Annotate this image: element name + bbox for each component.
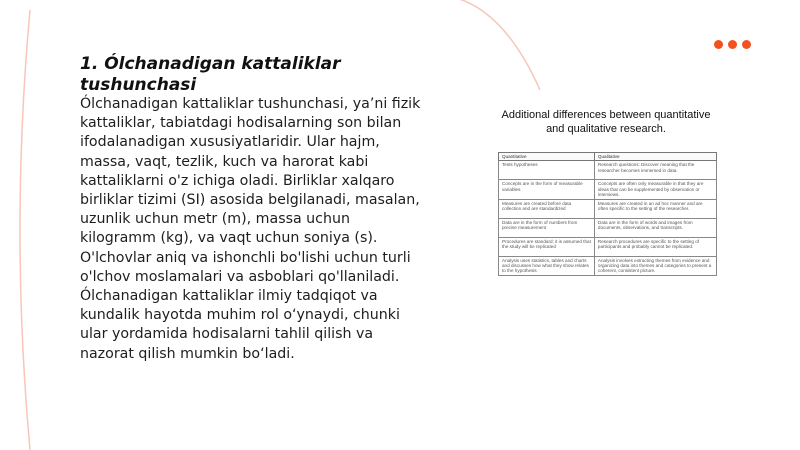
- table-cell: Concepts are in the form of measurable variables: [499, 180, 595, 199]
- comparison-figure: [486, 108, 726, 274]
- table-cell: Data are in the form of numbers from precise measurement: [499, 218, 595, 237]
- table-cell: Data are in the form of words and images from documents, observations, and transcripts.: [594, 218, 716, 237]
- comparison-table: [498, 152, 717, 276]
- table-cell: Tests hypotheses: [499, 161, 595, 180]
- table-row: [499, 161, 717, 180]
- table-cell: Research questions: Discover meaning that the researcher becomes immersed in data.: [594, 161, 716, 180]
- column-header: Qualitative: [594, 153, 716, 161]
- three-orange-dots-icon: [714, 40, 751, 49]
- figure-caption-line: and qualitative research.: [546, 123, 666, 135]
- table-row: [499, 199, 717, 218]
- body-paragraph: Ólchanadigan kattaliklar tushunchasi, ya’ni fizik kattaliklar, tabiatdagi hodisalarning son bilan ifodalanadigan xususiyatlaridir. Ular hajm, massa, vaqt, tezlik, kuch va harorat kabi kattaliklarni o'z ichiga oladi. Birliklar xalqaro birliklar tizimi (SI) asosida belgilanadi, masalan, uzunlik uchun metr (m), massa uchun kilogramm (kg), va vaqt uchun soniya (s). O'lchovlar aniq va ishonchli bo'lishi uchun turli o'lchov moslamalari va asboblari qo'llaniladi. Ólchanadigan kattaliklar ilmiy tadqiqot va kundalik hayotda muhim rol o‘ynaydi, chunki ular yordamida hodisalarni tahlil qilish va nazorat qilish mumkin bo‘ladi.: [80, 96, 421, 362]
- slide-title: 1. Ólchanadigan kattaliklar tushunchasi: [80, 54, 341, 95]
- table-cell: Procedures are standard; it is assumed that the study will be replicated: [499, 237, 595, 256]
- figure-caption-line: Additional differences between quantitative: [501, 109, 711, 121]
- table-cell: Analysis uses statistics, tables and charts and discusses how what they show relates to the hypothesis: [499, 256, 595, 275]
- table-header-row: [499, 153, 717, 161]
- figure-caption: [486, 108, 726, 136]
- table-cell: Measures are created in an ad hoc manner and are often specific to the setting of the researcher.: [594, 199, 716, 218]
- table-cell: Analysis involves extracting themes from evidence and organizing data into themes and categories to present a coherent, consistent picture.: [594, 256, 716, 275]
- table-cell: Measures are created before data collection and are standardized: [499, 199, 595, 218]
- dot-icon: [728, 40, 737, 49]
- table-row: [499, 256, 717, 275]
- dot-icon: [742, 40, 751, 49]
- table-cell: Concepts are often only measurable in that they are ideas that can be supplemented by observation or interviews.: [594, 180, 716, 199]
- table-row: [499, 218, 717, 237]
- table-cell: Research procedures are specific to the setting of participants and probably cannot be replicated.: [594, 237, 716, 256]
- table-row: [499, 237, 717, 256]
- column-header: Quantitative: [499, 153, 595, 161]
- table-row: [499, 180, 717, 199]
- dot-icon: [714, 40, 723, 49]
